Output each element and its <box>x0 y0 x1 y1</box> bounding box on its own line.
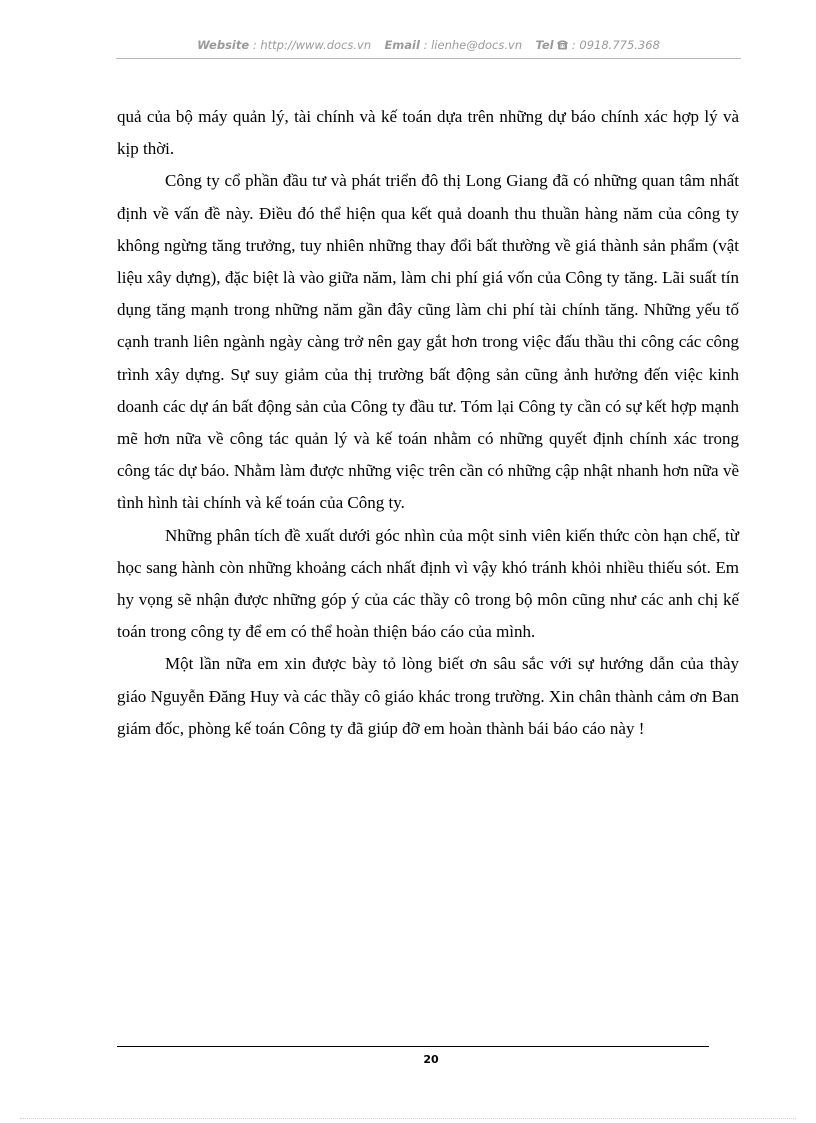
email-value: : lienhe@docs.vn <box>423 38 523 52</box>
document-body <box>117 101 739 745</box>
tel-value: : 0918.775.368 <box>571 38 660 52</box>
page-header <box>116 38 741 52</box>
page-edge-divider <box>20 1118 796 1119</box>
paragraph-acknowledgement: Một lần nữa em xin được bày tỏ lòng biết ơn sâu sắc với sự hướng dẫn của thày giáo Nguyễn Đăng Huy và các thầy cô giáo khác trong trường. Xin chân thành cảm ơn Ban giám đốc, phòng kế toán Công ty đã giúp đỡ em hoàn thành bái báo cáo này ! <box>117 654 739 738</box>
phone-icon <box>557 38 572 52</box>
website-label: Website <box>197 38 250 52</box>
page-number: 20 <box>423 1053 439 1066</box>
email-label: Email <box>384 38 420 52</box>
header-divider <box>116 58 741 59</box>
paragraph-company-context: Công ty cổ phần đầu tư và phát triển đô thị Long Giang đã có những quan tâm nhất định về vấn đề này. Điều đó thể hiện qua kết quả doanh thu thuần hàng năm của công ty không ngừng tăng trưởng, tuy nhiên những thay đổi bất thường về giá thành sản phẩm (vật liệu xây dựng), đặc biệt là vào giữa năm, làm chi phí giá vốn của Công ty tăng. Lãi suất tín dụng tăng mạnh trong những năm gần đây cũng làm chi phí tài chính tăng. Những yếu tố cạnh tranh liên ngành ngày càng trở nên gay gắt hơn trong việc đấu thầu thi công các công trình xây dựng. Sự suy giảm của thị trường bất động sản cũng ảnh hưởng đến việc kinh doanh các dự án bất động sản của Công ty đầu tư. Tóm lại Công ty cần có sự kết hợp mạnh mẽ hơn nữa về công tác quản lý và kế toán nhằm có những quyết định chính xác trong công tác dự báo. Nhằm làm được những việc trên cần có những cập nhật nhanh hơn nữa về tình hình tài chính và kế toán của Công ty. <box>117 171 739 513</box>
footer-divider <box>117 1046 709 1047</box>
paragraph-limitations: Những phân tích đề xuất dưới góc nhìn của một sinh viên kiến thức còn hạn chế, từ học sang hành còn những khoảng cách nhất định vì vậy khó tránh khỏi nhiều thiếu sót. Em hy vọng sẽ nhận được những góp ý của các thầy cô trong bộ môn cũng như các anh chị kế toán trong công ty để em có thể hoàn thiện báo cáo của mình. <box>117 525 739 642</box>
paragraph-continuation: quả của bộ máy quản lý, tài chính và kế toán dựa trên những dự báo chính xác hợp lý và kịp thời. <box>117 107 739 159</box>
tel-label: Tel <box>535 38 554 52</box>
website-value: : http://www.docs.vn <box>252 38 372 52</box>
